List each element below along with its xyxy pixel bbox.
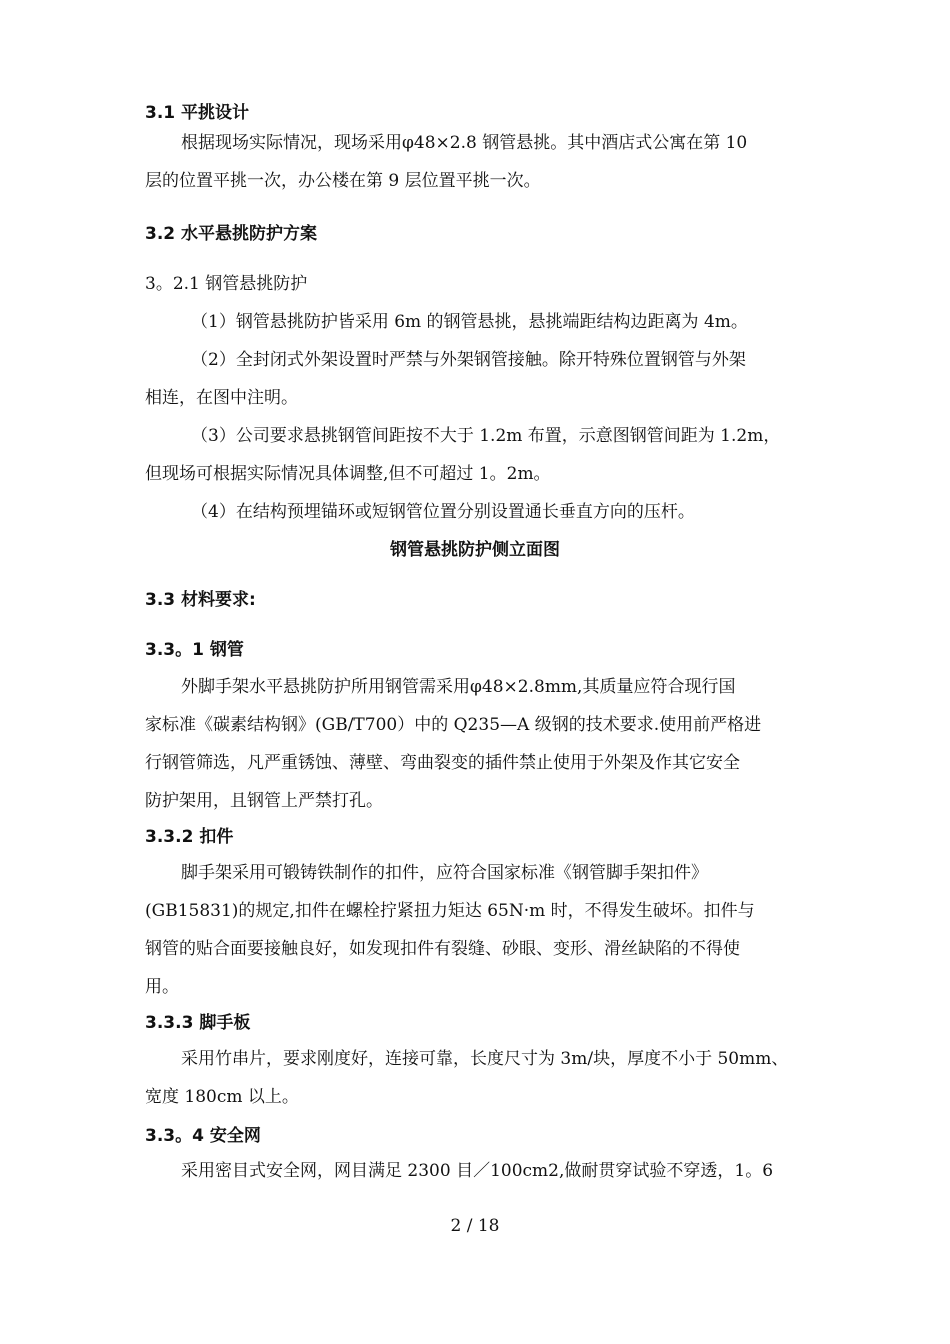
paragraph-line: 采用密目式安全网，网目满足 2300 目／100cm2,做耐贯穿试验不穿透，1。6 — [181, 1161, 774, 1181]
section-3-3-3-title: 3.3.3 脚手板 — [145, 1013, 251, 1033]
paragraph-line: 根据现场实际情况，现场采用φ48×2.8 钢管悬挑。其中酒店式公寓在第 10 — [181, 133, 748, 153]
paragraph-line: 用。 — [145, 977, 179, 997]
paragraph-line: 采用竹串片，要求刚度好，连接可靠，长度尺寸为 3m/块，厚度不小于 50mm、 — [181, 1049, 789, 1069]
list-item: （4）在结构预埋锚环或短钢管位置分别设置通长垂直方向的压杆。 — [191, 502, 695, 522]
page-number: 2 / 18 — [450, 1216, 500, 1236]
paragraph-line: 但现场可根据实际情况具体调整,但不可超过 1。2m。 — [145, 464, 551, 484]
list-item: （3）公司要求悬挑钢管间距按不大于 1.2m 布置，示意图钢管间距为 1.2m， — [191, 426, 781, 446]
paragraph-line: 钢管的贴合面要接触良好，如发现扣件有裂缝、砂眼、变形、滑丝缺陷的不得使 — [145, 939, 740, 959]
paragraph-line: (GB15831)的规定,扣件在螺栓拧紧扭力矩达 65N·m 时，不得发生破坏。扣件与 — [145, 901, 755, 921]
paragraph-line: 外脚手架水平悬挑防护所用钢管需采用φ48×2.8mm,其质量应符合现行国 — [181, 677, 736, 697]
list-item: （2）全封闭式外架设置时严禁与外架钢管接触。除开特殊位置钢管与外架 — [191, 350, 746, 370]
section-3-3-1-title: 3.3。1 钢管 — [145, 640, 244, 660]
paragraph-line: 宽度 180cm 以上。 — [145, 1087, 299, 1107]
section-3-3-2-title: 3.3.2 扣件 — [145, 827, 234, 847]
section-3-2-title: 3.2 水平悬挑防护方案 — [145, 224, 318, 244]
list-item: （1）钢管悬挑防护皆采用 6m 的钢管悬挑，悬挑端距结构边距离为 4m。 — [191, 312, 748, 332]
section-3-3-title: 3.3 材料要求: — [145, 590, 256, 610]
paragraph-line: 家标准《碳素结构钢》(GB/T700）中的 Q235—A 级钢的技术要求.使用前严格进 — [145, 715, 762, 735]
figure-caption: 钢管悬挑防护侧立面图 — [390, 540, 560, 560]
paragraph-line: 脚手架采用可锻铸铁制作的扣件，应符合国家标准《钢管脚手架扣件》 — [181, 863, 708, 883]
paragraph-line: 层的位置平挑一次，办公楼在第 9 层位置平挑一次。 — [145, 171, 541, 191]
paragraph-line: 防护架用，且钢管上严禁打孔。 — [145, 791, 383, 811]
section-3-2-1-title: 3。2.1 钢管悬挑防护 — [145, 274, 308, 294]
paragraph-line: 相连，在图中注明。 — [145, 388, 298, 408]
section-3-1-title: 3.1 平挑设计 — [145, 103, 250, 123]
paragraph-line: 行钢管筛选，凡严重锈蚀、薄壁、弯曲裂变的插件禁止使用于外架及作其它安全 — [145, 753, 740, 773]
section-3-3-4-title: 3.3。4 安全网 — [145, 1126, 261, 1146]
